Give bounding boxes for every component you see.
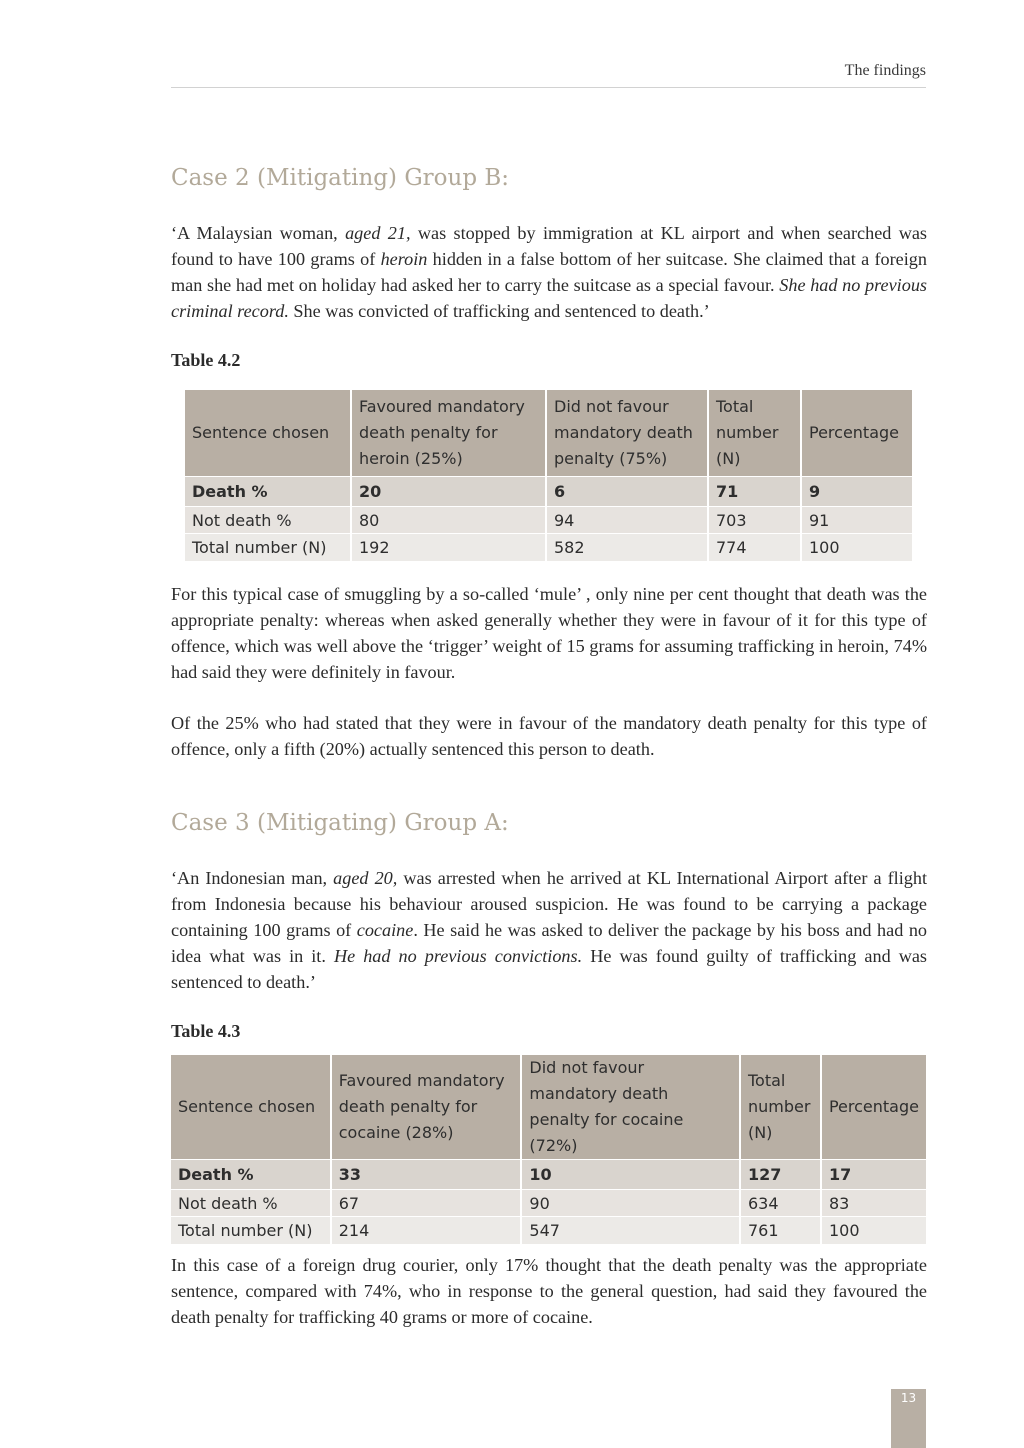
table-cell: 67 <box>331 1190 522 1217</box>
table-cell: 634 <box>740 1190 821 1217</box>
running-header: The findings <box>844 62 926 79</box>
italic-run: She had no previous criminal record. <box>171 275 927 321</box>
case-2-heading: Case 2 (Mitigating) Group B: <box>171 165 510 191</box>
table-4-2-label: Table 4.2 <box>171 350 241 370</box>
table-row <box>185 507 912 534</box>
table-row <box>185 534 912 561</box>
table-cell: 80 <box>351 507 546 534</box>
table-row <box>171 1217 926 1244</box>
row-label-cell: Not death % <box>171 1190 331 1217</box>
text-run: . He said he was asked to deliver the package by his boss and had no idea what was in it. <box>171 920 928 966</box>
text-run: was arrested when he arrived at KL International Airport after a flight from Indonesia because his behaviour aroused suspicion. He was found to be carrying a package containing 100 grams of <box>171 868 927 940</box>
case-2-scenario <box>171 220 927 324</box>
table-cell: 90 <box>521 1190 740 1217</box>
table-cell: 71 <box>708 477 801 507</box>
table-row <box>185 477 912 507</box>
text-run: ‘A Malaysian woman, <box>171 223 346 243</box>
text-run: ‘An Indonesian man, <box>171 868 334 888</box>
table-4-3 <box>171 1055 926 1244</box>
column-header: Percentage <box>821 1055 926 1160</box>
table-4-2 <box>185 390 912 561</box>
table-row <box>171 1160 926 1190</box>
header-divider <box>171 87 926 88</box>
table-cell: 127 <box>740 1160 821 1190</box>
column-header: Percentage <box>801 390 912 477</box>
row-label-cell: Not death % <box>185 507 351 534</box>
column-header: Total number (N) <box>740 1055 821 1160</box>
column-header: Favoured mandatory death penalty for heroin (25%) <box>351 390 546 477</box>
table-cell: 100 <box>801 534 912 561</box>
column-header: Sentence chosen <box>185 390 351 477</box>
case-2-commentary-1: For this typical case of smuggling by a so-called ‘mule’ , only nine per cent thought that death was the appropriate penalty: whereas when asked generally whether they were in favour of it for this type of offence, which was well above the ‘trigger’ weight of 15 grams for assuming trafficking in heroin, 74% had said they were definitely in favour. <box>171 584 927 682</box>
table-cell: 761 <box>740 1217 821 1244</box>
column-header: Favoured mandatory death penalty for cocaine (28%) <box>331 1055 522 1160</box>
table-cell: 20 <box>351 477 546 507</box>
case-3-heading: Case 3 (Mitigating) Group A: <box>171 810 509 836</box>
table-cell: 94 <box>546 507 708 534</box>
table-cell: 33 <box>331 1160 522 1190</box>
column-header: Sentence chosen <box>171 1055 331 1160</box>
table-cell: 91 <box>801 507 912 534</box>
column-header: Total number (N) <box>708 390 801 477</box>
row-label-cell: Total number (N) <box>171 1217 331 1244</box>
table-cell: 547 <box>521 1217 740 1244</box>
table-cell: 774 <box>708 534 801 561</box>
text-run: was stopped by immigration at KL airport and when searched was found to have 100 grams of <box>171 223 927 269</box>
row-label-cell: Total number (N) <box>185 534 351 561</box>
table-header-row <box>171 1055 926 1160</box>
table-cell: 100 <box>821 1217 926 1244</box>
italic-run: aged 20, <box>333 868 398 888</box>
case-3-scenario <box>171 865 927 995</box>
table-cell: 10 <box>521 1160 740 1190</box>
italic-run: cocaine <box>356 920 414 940</box>
column-header: Did not favour mandatory death penalty (75%) <box>546 390 708 477</box>
text-run: hidden in a false bottom of her suitcase. She claimed that a foreign man she had met on holiday had asked her to carry the suitcase as a special favour. <box>171 249 927 295</box>
text-run: He was found guilty of trafficking and was sentenced to death.’ <box>171 946 927 992</box>
case-3-commentary: In this case of a foreign drug courier, only 17% thought that the death penalty was the appropriate sentence, compared with 74%, who in response to the general question, had said they favoured the death penalty for trafficking 40 grams or more of cocaine. <box>171 1255 927 1327</box>
table-cell: 83 <box>821 1190 926 1217</box>
table-cell: 6 <box>546 477 708 507</box>
italic-run: heroin <box>380 249 428 269</box>
column-header: Did not favour mandatory death penalty for cocaine (72%) <box>521 1055 740 1160</box>
case-2-commentary-2: Of the 25% who had stated that they were in favour of the mandatory death penalty for this type of offence, only a fifth (20%) actually sentenced this person to death. <box>171 713 927 759</box>
table-cell: 582 <box>546 534 708 561</box>
text-run: She was convicted of trafficking and sentenced to death.’ <box>288 301 710 321</box>
table-cell: 192 <box>351 534 546 561</box>
table-cell: 214 <box>331 1217 522 1244</box>
italic-run: He had no previous convictions. <box>333 946 583 966</box>
table-cell: 17 <box>821 1160 926 1190</box>
italic-run: aged 21, <box>345 223 411 243</box>
table-cell: 9 <box>801 477 912 507</box>
table-cell: 703 <box>708 507 801 534</box>
table-row <box>171 1190 926 1217</box>
table-4-3-label: Table 4.3 <box>171 1021 241 1041</box>
row-label-cell: Death % <box>185 477 351 507</box>
table-header-row <box>185 390 912 477</box>
page-number: 13 <box>891 1389 926 1448</box>
row-label-cell: Death % <box>171 1160 331 1190</box>
